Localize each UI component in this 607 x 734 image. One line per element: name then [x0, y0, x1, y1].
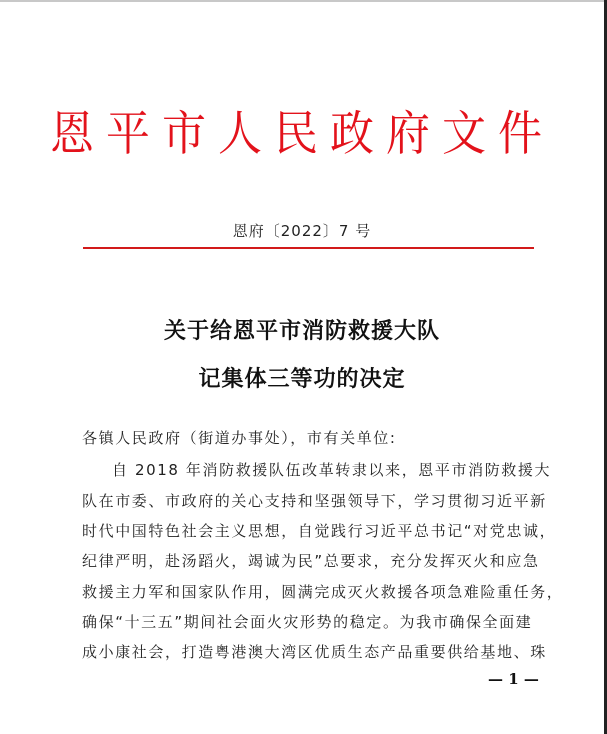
red-divider — [83, 247, 534, 249]
document-number: 恩府〔2022〕7 号 — [232, 222, 372, 240]
page-top-edge — [0, 0, 607, 2]
body-line: 时代中国特色社会主义思想，自觉践行习近平总书记“对党忠诚， — [82, 522, 557, 540]
page-number: — 1 — — [488, 670, 539, 688]
body-line: 确保“十三五”期间社会面火灾形势的稳定。为我市确保全面建 — [82, 613, 533, 631]
document-header: 恩平市人民政府文件 — [50, 106, 554, 162]
body-line: 救援主力军和国家队作用，圆满完成灭火救援各项急难险重任务， — [82, 583, 564, 601]
body-line: 队在市委、市政府的关心支持和坚强领导下，学习贯彻习近平新 — [82, 492, 547, 510]
document-title-line-2: 记集体三等功的决定 — [198, 366, 406, 392]
document-title-line-1: 关于给恩平市消防救援大队 — [163, 318, 440, 344]
body-line: 自 2018 年消防救援队伍改革转隶以来，恩平市消防救援大 — [112, 461, 552, 479]
salutation: 各镇人民政府（街道办事处），市有关单位: — [82, 429, 397, 447]
body-line: 成小康社会，打造粤港澳大湾区优质生态产品重要供给基地、珠 — [82, 643, 547, 661]
body-line: 纪律严明，赴汤蹈火，竭诚为民”总要求，充分发挥灭火和应急 — [82, 552, 540, 570]
